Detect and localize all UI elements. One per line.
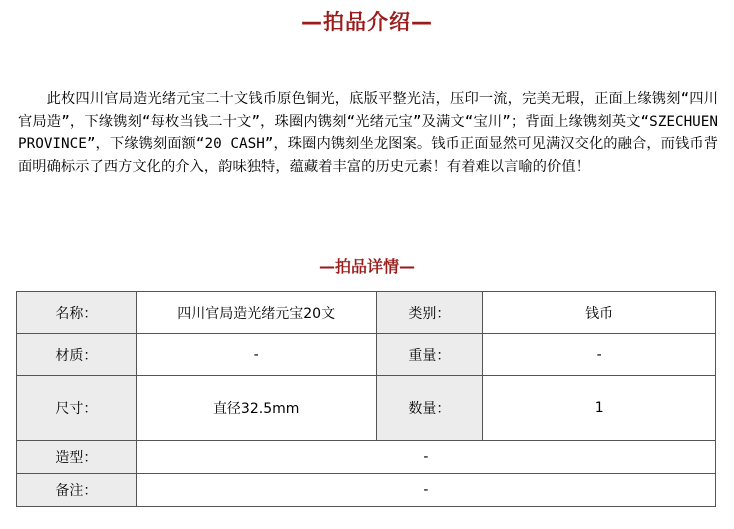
quantity-value: 1	[483, 376, 716, 441]
weight-value: -	[483, 334, 716, 376]
size-label: 尺寸：	[17, 376, 137, 441]
remark-value: -	[136, 474, 715, 507]
shape-label: 造型：	[17, 441, 137, 474]
material-value: -	[136, 334, 376, 376]
weight-label: 重量：	[376, 334, 483, 376]
table-row	[17, 441, 716, 474]
shape-value: -	[136, 441, 715, 474]
category-label: 类别：	[376, 292, 483, 334]
table-row	[17, 292, 716, 334]
remark-label: 备注：	[17, 474, 137, 507]
intro-section-title: —拍品介绍—	[301, 10, 433, 34]
size-value: 直径32.5mm	[136, 376, 376, 441]
category-value: 钱币	[483, 292, 716, 334]
name-label: 名称：	[17, 292, 137, 334]
intro-paragraph: 此枚四川官局造光绪元宝二十文钱币原色铜光，底版平整光洁，压印一流，完美无瑕，正面上缘镌刻“四川官局造”，下缘镌刻“每枚当钱二十文”，珠圈内镌刻“光绪元宝”及满文“宝川”；背面上缘镌刻英文“SZECHUEN PROVINCE”，下缘镌刻面额“20 CASH”，珠圈内镌刻坐龙图案。钱币正面显然可见满汉交化的融合，而钱币背面明确标示了西方文化的介入，韵味独特，蕴藏着丰富的历史元素！有着难以言喻的价值！	[18, 91, 718, 175]
details-table	[16, 291, 716, 507]
details-section-title: —拍品详情—	[318, 257, 415, 276]
table-row	[17, 376, 716, 441]
quantity-label: 数量：	[376, 376, 483, 441]
name-value: 四川官局造光绪元宝20文	[136, 292, 376, 334]
table-row	[17, 334, 716, 376]
material-label: 材质：	[17, 334, 137, 376]
table-row	[17, 474, 716, 507]
